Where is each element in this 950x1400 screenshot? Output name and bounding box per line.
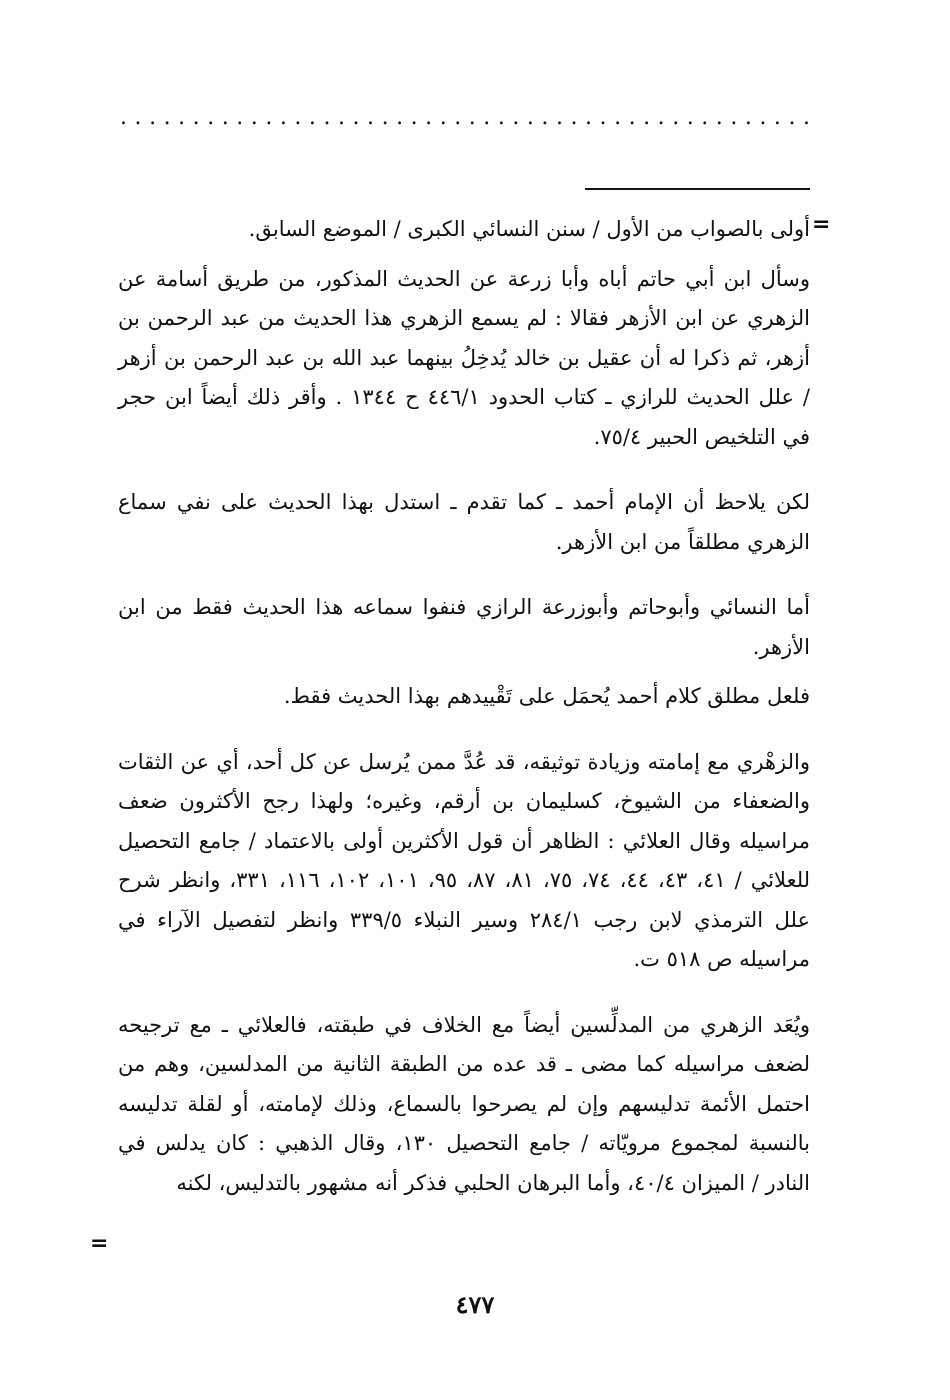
dotted-separator: . . . . . . . . . . . . . . . . . . . . . . . . . . . . . . . . . . . . . . . . . . . . . . . . (120, 108, 810, 128)
footnote-body (118, 210, 810, 1203)
paragraph-3: لكن يلاحظ أن الإمام أحمد ـ كما تقدم ـ استدل بهذا الحديث على نفي سماع الزهري مطلقاً من ابن الأزهر. (118, 490, 810, 554)
paragraph-5: فلعل مطلق كلام أحمد يُحمَل على تَقْييدهم بهذا الحديث فقط. (283, 684, 810, 708)
page-number: ٤٧٧ (455, 1290, 495, 1319)
paragraph-4: أما النسائي وأبوحاتم وأبوزرعة الرازي فنفوا سماعه هذا الحديث فقط من ابن الأزهر. (118, 595, 810, 659)
paragraph-7: ويُعَد الزهري من المدلِّسين أيضاً مع الخلاف في طبقته، فالعلائي ـ مع ترجيحه لضعف مراسيله كما مضى ـ قد عده من الطبقة الثانية من المدلسين، وهم من احتمل الأئمة تدليسهم وإن لم يصرحوا بالسماع، وذلك لإمامته، أو لقلة تدليسه بالنسبة لمجموع مرويّاته / جامع التحصيل ١٣٠، وقال الذهبي : كان يدلس في النادر / الميزان ٤٠/٤، وأما البرهان الحلبي فذكر أنه مشهور بالتدليس، لكنه (118, 1012, 810, 1195)
continuation-mark-bottom: = (90, 1231, 109, 1256)
paragraph-1: أولى بالصواب من الأول / سنن النسائي الكبرى / الموضع السابق. (248, 217, 810, 241)
footnote-rule (585, 188, 810, 190)
paragraph-2: وسأل ابن أبي حاتم أباه وأبا زرعة عن الحديث المذكور، من طريق أسامة عن الزهري عن ابن الأزهر فقالا : لم يسمع الزهري هذا الحديث من عبد الرحمن بن أزهر، ثم ذكرا له أن عقيل بن خالد يُدخِلُ بينهما عبد الله بن عبد الرحمن بن أزهر / علل الحديث للرازي ـ كتاب الحدود ٤٤٦/١ ح ١٣٤٤ . وأقر ذلك أيضاً ابن حجر في التلخيص الحبير ٧٥/٤. (118, 266, 810, 449)
continuation-mark-top: = (812, 212, 831, 237)
paragraph-6: والزهْري مع إمامته وزيادة توثيقه، قد عُدَّ ممن يُرسل عن كل أحد، أي عن الثقات والضعفاء من الشيوخ، كسليمان بن أرقم، وغيره؛ ولهذا رجح الأكثرون ضعف مراسيله وقال العلائي : الظاهر أن قول الأكثرين أولى بالاعتماد / جامع التحصيل للعلائي / ٤١، ٤٣، ٤٤، ٧٤، ٧٥، ٨١، ٨٧، ٩٥، ١٠١، ١٠٢، ١١٦، ٣٣١، وانظر شرح علل الترمذي لابن رجب ٢٨٤/١ وسير النبلاء ٣٣٩/٥ وانظر لتفصيل الآراء في مراسيله ص ٥١٨ ت. (118, 749, 811, 971)
